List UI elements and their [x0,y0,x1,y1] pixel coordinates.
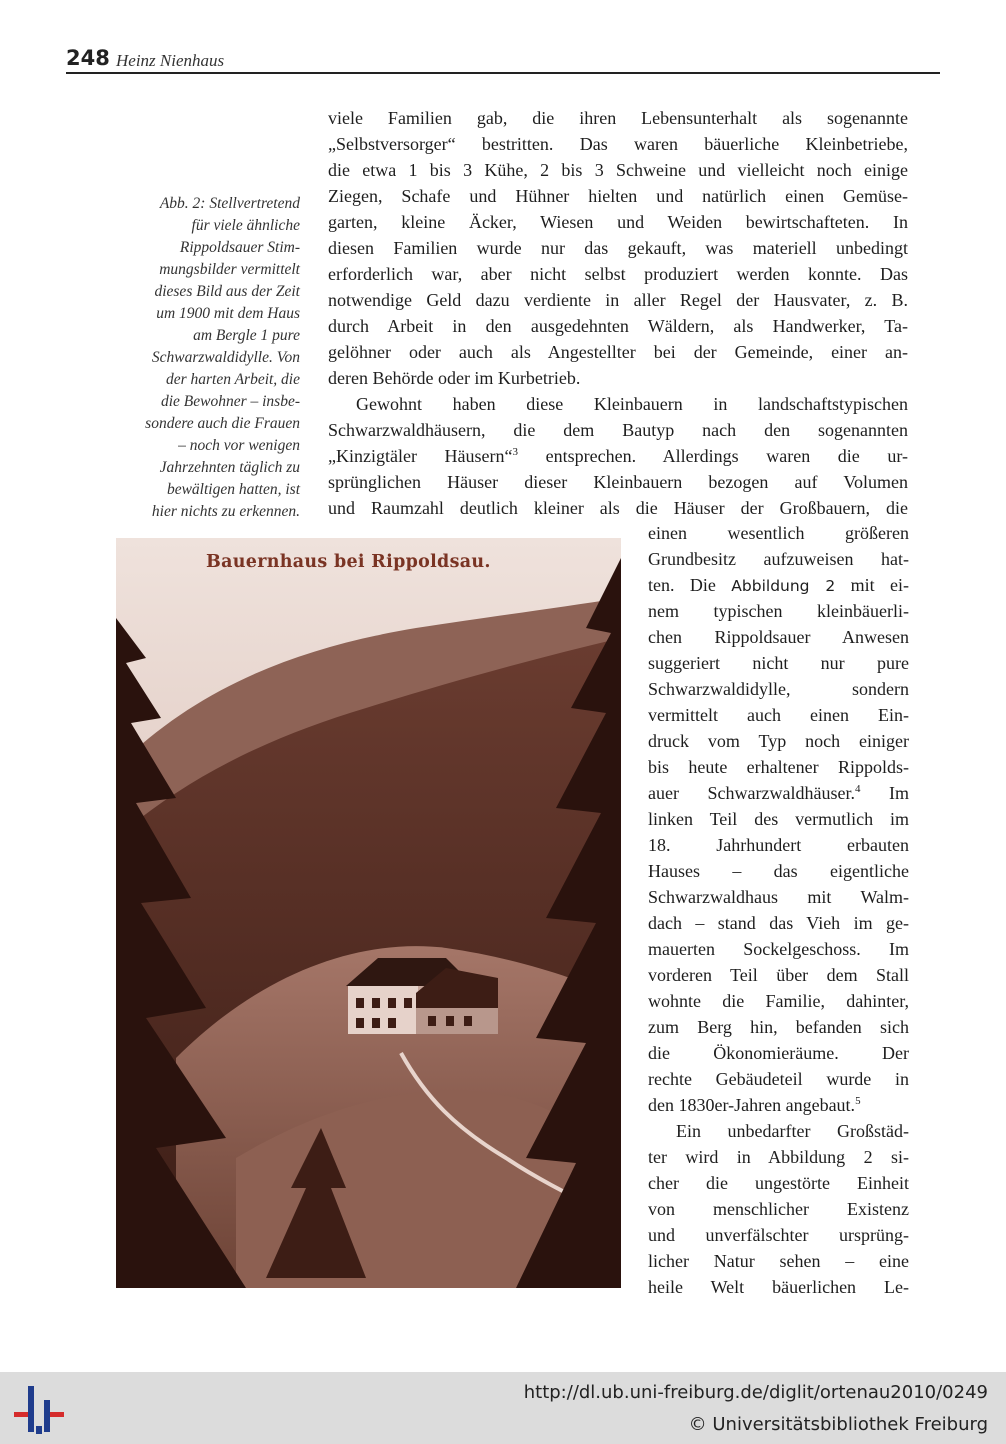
text-line: druck vom Typ noch einiger [648,731,909,751]
caption-line: bewältigen hatten, ist [166,481,300,498]
text-line: mauerten Sockelgeschoss. Im [648,939,909,959]
body-text-column [328,105,908,521]
caption-line: Schwarzwaldidylle. Von [151,349,300,366]
text-fragment: ten. Die [648,575,716,595]
caption-line: Jahrzehnten täglich zu [159,459,300,476]
text-line: Hauses – das eigentliche [648,861,909,881]
caption-line: am Bergle 1 pure [193,327,300,344]
figure-caption [112,193,300,523]
text-line: ter wird in Abbildung 2 si- [648,1147,909,1167]
text-line: licher Natur sehen – eine [648,1251,909,1271]
text-line: Schwarzwaldidylle, sondern [648,679,909,699]
text-line [328,443,908,469]
text-line: deren Behörde oder im Kurbetrieb. [328,368,581,388]
text-line [648,572,909,598]
text-line: Schwarzwaldhäusern, die dem Bautyp nach den sogenannten [328,420,908,440]
text-line: bis heute erhaltener Rippolds- [648,757,909,777]
text-line [648,1092,909,1118]
text-line: einen wesentlich größeren [648,523,909,543]
text-line: rechte Gebäudeteil wurde in [648,1069,909,1089]
caption-line: Rippoldsauer Stim- [179,239,300,256]
postcard-photo [116,538,621,1288]
page-number: 248 [66,46,110,70]
landscape-illustration [116,538,621,1288]
text-line: Grundbesitz aufzuweisen hat- [648,549,909,569]
text-line: „Selbstversorger“ bestritten. Das waren bäuerliche Kleinbetriebe, [328,134,908,154]
text-line: wohnte die Familie, dahinter, [648,991,909,1011]
text-fragment: entsprechen. Allerdings waren die ur- [545,446,909,466]
text-line: Gewohnt haben diese Kleinbauern in landschaftstypischen [356,394,908,414]
text-line: durch Arbeit in den ausgedehnten Wäldern, als Handwerker, Ta- [328,316,908,336]
footnote-ref: 3 [512,446,519,458]
footnote-ref: 4 [854,783,861,795]
text-line: zum Berg hin, befanden sich [648,1017,909,1037]
caption-line: der harten Arbeit, die [165,371,300,388]
text-line: vorderen Teil über dem Stall [648,965,909,985]
caption-line: dieses Bild aus der Zeit [154,283,300,300]
text-fragment: den 1830er-Jahren angebaut. [648,1095,856,1115]
text-line: cher die ungestörte Einheit [648,1173,909,1193]
copyright-notice: © Universitätsbibliothek Freiburg [688,1414,988,1435]
footer-bar [0,1372,1006,1444]
caption-line: sondere auch die Frauen [145,415,300,432]
caption-line: Abb. 2: Stellvertretend [159,195,300,212]
footnote-ref: 5 [855,1095,861,1107]
text-line: Schwarzwaldhaus mit Walm- [648,887,909,907]
text-line: vermittelt auch einen Ein- [648,705,909,725]
text-line: und unverfälschter ursprüng- [648,1225,909,1245]
text-line: garten, kleine Äcker, Wiesen und Weiden bewirtschafteten. In [328,212,908,232]
postcard-title: Bauernhaus bei Rippoldsau. [206,552,491,572]
figure-reference: Abbildung 2 [731,577,836,595]
text-line: die etwa 1 bis 3 Kühe, 2 bis 3 Schweine und vielleicht noch einige [328,160,908,180]
text-line: notwendige Geld dazu verdiente in aller Regel der Hausvater, z. B. [328,290,908,310]
caption-line: – noch vor wenigen [178,437,300,454]
source-url-link[interactable]: http://dl.ub.uni-freiburg.de/diglit/ortenau2010/0249 [523,1382,988,1403]
library-logo-icon [10,1382,70,1438]
caption-line: mungsbilder vermittelt [159,261,300,278]
text-fragment: „Kinzigtäler Häusern“ [328,446,513,466]
text-fragment: mit ei- [850,575,910,595]
text-line: Ein unbedarfter Großstäd- [676,1121,909,1141]
body-text-narrow-column [648,520,909,1300]
text-line: die Ökonomieräume. Der [648,1043,909,1063]
caption-line: hier nichts zu erkennen. [151,503,300,520]
text-fragment: auer Schwarzwaldhäuser. [648,783,855,803]
text-line: erforderlich war, aber nicht selbst produziert werden konnte. Das [328,264,908,284]
text-line [648,780,909,806]
text-line: nem typischen kleinbäuerli- [648,601,909,621]
caption-line: die Bewohner – insbe- [160,393,300,410]
text-fragment: Im [889,783,910,803]
text-line: und Raumzahl deutlich kleiner als die Häuser der Großbauern, die [328,498,908,518]
text-line: von menschlicher Existenz [648,1199,909,1219]
text-line: suggeriert nicht nur pure [648,653,909,673]
running-head-author: Heinz Nienhaus [116,51,225,70]
text-line: heile Welt bäuerlichen Le- [648,1277,909,1297]
text-line: linken Teil des vermutlich im [648,809,909,829]
text-line: 18. Jahrhundert erbauten [648,835,909,855]
text-line: gelöhner oder auch als Angestellter bei der Gemeinde, einer an- [328,342,908,362]
text-line: sprünglichen Häuser dieser Kleinbauern bezogen auf Volumen [328,472,908,492]
caption-line: um 1900 mit dem Haus [156,305,300,322]
text-line: diesen Familien wurde nur das gekauft, was materiell unbedingt [328,238,908,258]
header-rule [66,72,940,74]
text-line: Ziegen, Schafe und Hühner hielten und natürlich einen Gemüse- [328,186,908,206]
caption-line: für viele ähnliche [191,217,300,234]
text-line: viele Familien gab, die ihren Lebensunterhalt als sogenannte [328,108,908,128]
text-line: dach – stand das Vieh im ge- [648,913,909,933]
text-line: chen Rippoldsauer Anwesen [648,627,909,647]
